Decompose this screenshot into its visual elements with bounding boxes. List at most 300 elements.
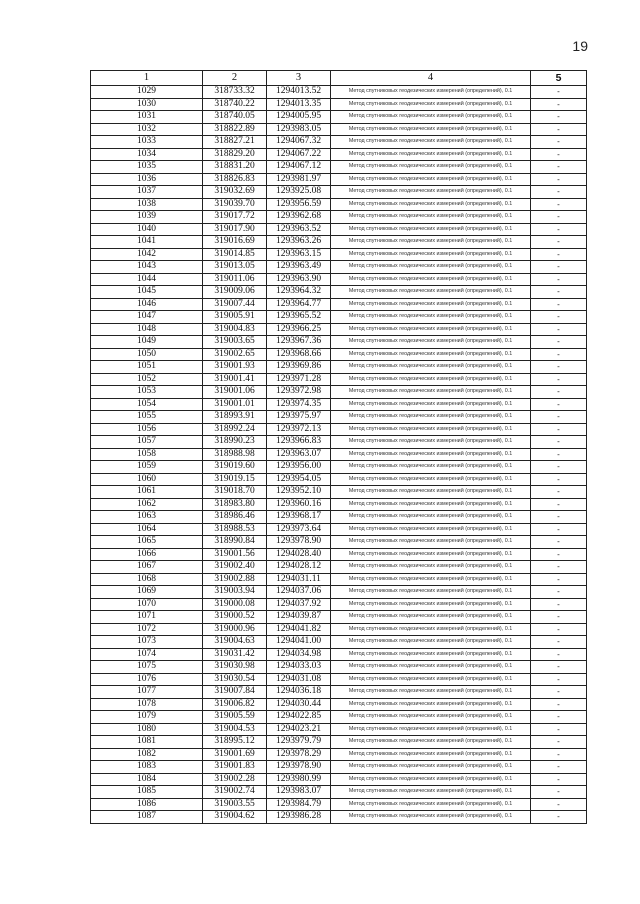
x-coordinate-cell: 318733.32 bbox=[203, 86, 267, 99]
method-cell: Метод спутниковых геодезических измерений (определений), 0.1 bbox=[331, 711, 531, 724]
x-coordinate-cell: 319002.88 bbox=[203, 573, 267, 586]
method-cell: Метод спутниковых геодезических измерений (определений), 0.1 bbox=[331, 286, 531, 299]
y-coordinate-cell: 1293978.90 bbox=[267, 761, 331, 774]
point-number-cell: 1071 bbox=[91, 611, 203, 624]
y-coordinate-cell: 1293986.28 bbox=[267, 811, 331, 824]
method-cell: Метод спутниковых геодезических измерений (определений), 0.1 bbox=[331, 373, 531, 386]
point-number-cell: 1051 bbox=[91, 361, 203, 374]
table-row bbox=[91, 123, 587, 136]
method-cell: Метод спутниковых геодезических измерений (определений), 0.1 bbox=[331, 686, 531, 699]
table-row bbox=[91, 611, 587, 624]
note-cell: - bbox=[531, 273, 587, 286]
x-coordinate-cell: 319005.59 bbox=[203, 711, 267, 724]
point-number-cell: 1079 bbox=[91, 711, 203, 724]
table-row bbox=[91, 261, 587, 274]
point-number-cell: 1037 bbox=[91, 186, 203, 199]
y-coordinate-cell: 1293974.35 bbox=[267, 398, 331, 411]
table-row bbox=[91, 511, 587, 524]
point-number-cell: 1076 bbox=[91, 673, 203, 686]
note-cell: - bbox=[531, 761, 587, 774]
method-cell: Метод спутниковых геодезических измерений (определений), 0.1 bbox=[331, 486, 531, 499]
table-row bbox=[91, 173, 587, 186]
note-cell: - bbox=[531, 561, 587, 574]
y-coordinate-cell: 1293983.05 bbox=[267, 123, 331, 136]
y-coordinate-cell: 1293964.77 bbox=[267, 298, 331, 311]
note-cell: - bbox=[531, 698, 587, 711]
point-number-cell: 1040 bbox=[91, 223, 203, 236]
method-cell: Метод спутниковых геодезических измерений (определений), 0.1 bbox=[331, 773, 531, 786]
point-number-cell: 1074 bbox=[91, 648, 203, 661]
y-coordinate-cell: 1293979.79 bbox=[267, 736, 331, 749]
point-number-cell: 1065 bbox=[91, 536, 203, 549]
y-coordinate-cell: 1294033.03 bbox=[267, 661, 331, 674]
y-coordinate-cell: 1293956.59 bbox=[267, 198, 331, 211]
point-number-cell: 1057 bbox=[91, 436, 203, 449]
method-cell: Метод спутниковых геодезических измерений (определений), 0.1 bbox=[331, 161, 531, 174]
table-row bbox=[91, 523, 587, 536]
x-coordinate-cell: 319017.72 bbox=[203, 211, 267, 224]
point-number-cell: 1084 bbox=[91, 773, 203, 786]
note-cell: - bbox=[531, 661, 587, 674]
y-coordinate-cell: 1294067.22 bbox=[267, 148, 331, 161]
y-coordinate-cell: 1293925.08 bbox=[267, 186, 331, 199]
point-number-cell: 1067 bbox=[91, 561, 203, 574]
y-coordinate-cell: 1293975.97 bbox=[267, 411, 331, 424]
table-row bbox=[91, 136, 587, 149]
note-cell: - bbox=[531, 811, 587, 824]
method-cell: Метод спутниковых геодезических измерений (определений), 0.1 bbox=[331, 111, 531, 124]
y-coordinate-cell: 1294030.44 bbox=[267, 698, 331, 711]
x-coordinate-cell: 319004.83 bbox=[203, 323, 267, 336]
method-cell: Метод спутниковых геодезических измерений (определений), 0.1 bbox=[331, 136, 531, 149]
table-row bbox=[91, 148, 587, 161]
table-row bbox=[91, 548, 587, 561]
x-coordinate-cell: 319004.62 bbox=[203, 811, 267, 824]
note-cell: - bbox=[531, 723, 587, 736]
point-number-cell: 1063 bbox=[91, 511, 203, 524]
note-cell: - bbox=[531, 436, 587, 449]
note-cell: - bbox=[531, 361, 587, 374]
y-coordinate-cell: 1294022.85 bbox=[267, 711, 331, 724]
x-coordinate-cell: 319000.08 bbox=[203, 598, 267, 611]
y-coordinate-cell: 1293963.07 bbox=[267, 448, 331, 461]
y-coordinate-cell: 1293966.25 bbox=[267, 323, 331, 336]
point-number-cell: 1072 bbox=[91, 623, 203, 636]
point-number-cell: 1064 bbox=[91, 523, 203, 536]
method-cell: Метод спутниковых геодезических измерений (определений), 0.1 bbox=[331, 323, 531, 336]
note-cell: - bbox=[531, 636, 587, 649]
table-row bbox=[91, 111, 587, 124]
y-coordinate-cell: 1293956.00 bbox=[267, 461, 331, 474]
x-coordinate-cell: 319002.28 bbox=[203, 773, 267, 786]
x-coordinate-cell: 319004.63 bbox=[203, 636, 267, 649]
point-number-cell: 1058 bbox=[91, 448, 203, 461]
method-cell: Метод спутниковых геодезических измерений (определений), 0.1 bbox=[331, 598, 531, 611]
method-cell: Метод спутниковых геодезических измерений (определений), 0.1 bbox=[331, 798, 531, 811]
x-coordinate-cell: 319004.53 bbox=[203, 723, 267, 736]
x-coordinate-cell: 318988.98 bbox=[203, 448, 267, 461]
point-number-cell: 1068 bbox=[91, 573, 203, 586]
x-coordinate-cell: 319019.15 bbox=[203, 473, 267, 486]
note-cell: - bbox=[531, 598, 587, 611]
x-coordinate-cell: 319003.94 bbox=[203, 586, 267, 599]
point-number-cell: 1080 bbox=[91, 723, 203, 736]
x-coordinate-cell: 318993.91 bbox=[203, 411, 267, 424]
note-cell: - bbox=[531, 398, 587, 411]
x-coordinate-cell: 318831.20 bbox=[203, 161, 267, 174]
x-coordinate-cell: 319011.06 bbox=[203, 273, 267, 286]
point-number-cell: 1042 bbox=[91, 248, 203, 261]
x-coordinate-cell: 319001.69 bbox=[203, 748, 267, 761]
column-header-5: 5 bbox=[531, 71, 587, 86]
method-cell: Метод спутниковых геодезических измерений (определений), 0.1 bbox=[331, 386, 531, 399]
point-number-cell: 1047 bbox=[91, 311, 203, 324]
note-cell: - bbox=[531, 123, 587, 136]
x-coordinate-cell: 319002.40 bbox=[203, 561, 267, 574]
x-coordinate-cell: 318990.23 bbox=[203, 436, 267, 449]
table-header-row bbox=[91, 71, 587, 86]
table-row bbox=[91, 411, 587, 424]
table-row bbox=[91, 211, 587, 224]
method-cell: Метод спутниковых геодезических измерений (определений), 0.1 bbox=[331, 698, 531, 711]
y-coordinate-cell: 1294036.18 bbox=[267, 686, 331, 699]
x-coordinate-cell: 319002.65 bbox=[203, 348, 267, 361]
table-row bbox=[91, 536, 587, 549]
note-cell: - bbox=[531, 461, 587, 474]
x-coordinate-cell: 319009.06 bbox=[203, 286, 267, 299]
table-row bbox=[91, 311, 587, 324]
point-number-cell: 1031 bbox=[91, 111, 203, 124]
table-row bbox=[91, 761, 587, 774]
x-coordinate-cell: 319005.91 bbox=[203, 311, 267, 324]
table-row bbox=[91, 298, 587, 311]
note-cell: - bbox=[531, 86, 587, 99]
note-cell: - bbox=[531, 248, 587, 261]
note-cell: - bbox=[531, 586, 587, 599]
y-coordinate-cell: 1294005.95 bbox=[267, 111, 331, 124]
y-coordinate-cell: 1293972.13 bbox=[267, 423, 331, 436]
y-coordinate-cell: 1294037.06 bbox=[267, 586, 331, 599]
point-number-cell: 1049 bbox=[91, 336, 203, 349]
table-row bbox=[91, 348, 587, 361]
table-row bbox=[91, 186, 587, 199]
note-cell: - bbox=[531, 511, 587, 524]
table-row bbox=[91, 448, 587, 461]
table-row bbox=[91, 748, 587, 761]
x-coordinate-cell: 319001.01 bbox=[203, 398, 267, 411]
note-cell: - bbox=[531, 111, 587, 124]
table-row bbox=[91, 473, 587, 486]
point-number-cell: 1073 bbox=[91, 636, 203, 649]
y-coordinate-cell: 1294031.08 bbox=[267, 673, 331, 686]
x-coordinate-cell: 319001.06 bbox=[203, 386, 267, 399]
y-coordinate-cell: 1294028.12 bbox=[267, 561, 331, 574]
x-coordinate-cell: 319017.90 bbox=[203, 223, 267, 236]
x-coordinate-cell: 318983.80 bbox=[203, 498, 267, 511]
note-cell: - bbox=[531, 323, 587, 336]
method-cell: Метод спутниковых геодезических измерений (определений), 0.1 bbox=[331, 423, 531, 436]
x-coordinate-cell: 318986.46 bbox=[203, 511, 267, 524]
method-cell: Метод спутниковых геодезических измерений (определений), 0.1 bbox=[331, 248, 531, 261]
method-cell: Метод спутниковых геодезических измерений (определений), 0.1 bbox=[331, 648, 531, 661]
point-number-cell: 1033 bbox=[91, 136, 203, 149]
note-cell: - bbox=[531, 786, 587, 799]
point-number-cell: 1044 bbox=[91, 273, 203, 286]
point-number-cell: 1087 bbox=[91, 811, 203, 824]
note-cell: - bbox=[531, 348, 587, 361]
note-cell: - bbox=[531, 211, 587, 224]
table-row bbox=[91, 386, 587, 399]
table-row bbox=[91, 98, 587, 111]
method-cell: Метод спутниковых геодезических измерений (определений), 0.1 bbox=[331, 261, 531, 274]
method-cell: Метод спутниковых геодезических измерений (определений), 0.1 bbox=[331, 636, 531, 649]
method-cell: Метод спутниковых геодезических измерений (определений), 0.1 bbox=[331, 336, 531, 349]
method-cell: Метод спутниковых геодезических измерений (определений), 0.1 bbox=[331, 673, 531, 686]
y-coordinate-cell: 1294039.87 bbox=[267, 611, 331, 624]
method-cell: Метод спутниковых геодезических измерений (определений), 0.1 bbox=[331, 186, 531, 199]
point-number-cell: 1054 bbox=[91, 398, 203, 411]
y-coordinate-cell: 1293965.52 bbox=[267, 311, 331, 324]
y-coordinate-cell: 1293981.97 bbox=[267, 173, 331, 186]
method-cell: Метод спутниковых геодезических измерений (определений), 0.1 bbox=[331, 786, 531, 799]
table-row bbox=[91, 336, 587, 349]
column-header-2: 2 bbox=[203, 71, 267, 86]
point-number-cell: 1070 bbox=[91, 598, 203, 611]
note-cell: - bbox=[531, 748, 587, 761]
note-cell: - bbox=[531, 223, 587, 236]
y-coordinate-cell: 1294037.92 bbox=[267, 598, 331, 611]
table-row bbox=[91, 648, 587, 661]
point-number-cell: 1029 bbox=[91, 86, 203, 99]
note-cell: - bbox=[531, 136, 587, 149]
table-row bbox=[91, 723, 587, 736]
note-cell: - bbox=[531, 648, 587, 661]
note-cell: - bbox=[531, 498, 587, 511]
y-coordinate-cell: 1293962.68 bbox=[267, 211, 331, 224]
point-number-cell: 1039 bbox=[91, 211, 203, 224]
point-number-cell: 1061 bbox=[91, 486, 203, 499]
y-coordinate-cell: 1293963.49 bbox=[267, 261, 331, 274]
note-cell: - bbox=[531, 773, 587, 786]
x-coordinate-cell: 319039.70 bbox=[203, 198, 267, 211]
x-coordinate-cell: 318829.20 bbox=[203, 148, 267, 161]
method-cell: Метод спутниковых геодезических измерений (определений), 0.1 bbox=[331, 548, 531, 561]
y-coordinate-cell: 1293969.86 bbox=[267, 361, 331, 374]
x-coordinate-cell: 319013.05 bbox=[203, 261, 267, 274]
y-coordinate-cell: 1294041.00 bbox=[267, 636, 331, 649]
y-coordinate-cell: 1293978.29 bbox=[267, 748, 331, 761]
point-number-cell: 1078 bbox=[91, 698, 203, 711]
x-coordinate-cell: 318826.83 bbox=[203, 173, 267, 186]
table-row bbox=[91, 273, 587, 286]
x-coordinate-cell: 319002.74 bbox=[203, 786, 267, 799]
note-cell: - bbox=[531, 198, 587, 211]
x-coordinate-cell: 319032.69 bbox=[203, 186, 267, 199]
y-coordinate-cell: 1293973.64 bbox=[267, 523, 331, 536]
note-cell: - bbox=[531, 448, 587, 461]
method-cell: Метод спутниковых геодезических измерений (определений), 0.1 bbox=[331, 398, 531, 411]
method-cell: Метод спутниковых геодезических измерений (определений), 0.1 bbox=[331, 473, 531, 486]
x-coordinate-cell: 319003.65 bbox=[203, 336, 267, 349]
x-coordinate-cell: 319019.60 bbox=[203, 461, 267, 474]
table-row bbox=[91, 236, 587, 249]
method-cell: Метод спутниковых геодезических измерений (определений), 0.1 bbox=[331, 223, 531, 236]
point-number-cell: 1032 bbox=[91, 123, 203, 136]
table-row bbox=[91, 673, 587, 686]
y-coordinate-cell: 1293967.36 bbox=[267, 336, 331, 349]
table-row bbox=[91, 498, 587, 511]
table-row bbox=[91, 636, 587, 649]
point-number-cell: 1034 bbox=[91, 148, 203, 161]
x-coordinate-cell: 319000.96 bbox=[203, 623, 267, 636]
coordinates-table bbox=[90, 70, 587, 824]
table-row bbox=[91, 736, 587, 749]
table-row bbox=[91, 161, 587, 174]
note-cell: - bbox=[531, 573, 587, 586]
point-number-cell: 1055 bbox=[91, 411, 203, 424]
point-number-cell: 1086 bbox=[91, 798, 203, 811]
method-cell: Метод спутниковых геодезических измерений (определений), 0.1 bbox=[331, 623, 531, 636]
table-row bbox=[91, 586, 587, 599]
table-row bbox=[91, 598, 587, 611]
table-row bbox=[91, 86, 587, 99]
y-coordinate-cell: 1293963.90 bbox=[267, 273, 331, 286]
column-header-1: 1 bbox=[91, 71, 203, 86]
point-number-cell: 1038 bbox=[91, 198, 203, 211]
note-cell: - bbox=[531, 236, 587, 249]
note-cell: - bbox=[531, 161, 587, 174]
note-cell: - bbox=[531, 536, 587, 549]
note-cell: - bbox=[531, 298, 587, 311]
method-cell: Метод спутниковых геодезических измерений (определений), 0.1 bbox=[331, 411, 531, 424]
note-cell: - bbox=[531, 711, 587, 724]
note-cell: - bbox=[531, 148, 587, 161]
table-row bbox=[91, 686, 587, 699]
y-coordinate-cell: 1294034.98 bbox=[267, 648, 331, 661]
table-row bbox=[91, 436, 587, 449]
note-cell: - bbox=[531, 686, 587, 699]
method-cell: Метод спутниковых геодезических измерений (определений), 0.1 bbox=[331, 361, 531, 374]
table-row bbox=[91, 773, 587, 786]
table-row bbox=[91, 786, 587, 799]
y-coordinate-cell: 1293954.05 bbox=[267, 473, 331, 486]
point-number-cell: 1066 bbox=[91, 548, 203, 561]
note-cell: - bbox=[531, 373, 587, 386]
table-row bbox=[91, 398, 587, 411]
method-cell: Метод спутниковых геодезических измерений (определений), 0.1 bbox=[331, 348, 531, 361]
method-cell: Метод спутниковых геодезических измерений (определений), 0.1 bbox=[331, 736, 531, 749]
note-cell: - bbox=[531, 673, 587, 686]
method-cell: Метод спутниковых геодезических измерений (определений), 0.1 bbox=[331, 298, 531, 311]
point-number-cell: 1050 bbox=[91, 348, 203, 361]
y-coordinate-cell: 1293984.79 bbox=[267, 798, 331, 811]
method-cell: Метод спутниковых геодезических измерений (определений), 0.1 bbox=[331, 498, 531, 511]
method-cell: Метод спутниковых геодезических измерений (определений), 0.1 bbox=[331, 561, 531, 574]
point-number-cell: 1045 bbox=[91, 286, 203, 299]
y-coordinate-cell: 1293960.16 bbox=[267, 498, 331, 511]
x-coordinate-cell: 319000.52 bbox=[203, 611, 267, 624]
table-row bbox=[91, 623, 587, 636]
x-coordinate-cell: 319001.93 bbox=[203, 361, 267, 374]
note-cell: - bbox=[531, 98, 587, 111]
x-coordinate-cell: 319001.41 bbox=[203, 373, 267, 386]
method-cell: Метод спутниковых геодезических измерений (определений), 0.1 bbox=[331, 311, 531, 324]
note-cell: - bbox=[531, 736, 587, 749]
table-row bbox=[91, 561, 587, 574]
point-number-cell: 1082 bbox=[91, 748, 203, 761]
y-coordinate-cell: 1294028.40 bbox=[267, 548, 331, 561]
note-cell: - bbox=[531, 623, 587, 636]
note-cell: - bbox=[531, 523, 587, 536]
method-cell: Метод спутниковых геодезических измерений (определений), 0.1 bbox=[331, 436, 531, 449]
method-cell: Метод спутниковых геодезических измерений (определений), 0.1 bbox=[331, 211, 531, 224]
table-row bbox=[91, 223, 587, 236]
y-coordinate-cell: 1293978.90 bbox=[267, 536, 331, 549]
x-coordinate-cell: 319016.69 bbox=[203, 236, 267, 249]
point-number-cell: 1041 bbox=[91, 236, 203, 249]
note-cell: - bbox=[531, 411, 587, 424]
x-coordinate-cell: 318988.53 bbox=[203, 523, 267, 536]
note-cell: - bbox=[531, 423, 587, 436]
x-coordinate-cell: 319018.70 bbox=[203, 486, 267, 499]
point-number-cell: 1059 bbox=[91, 461, 203, 474]
note-cell: - bbox=[531, 336, 587, 349]
y-coordinate-cell: 1293952.10 bbox=[267, 486, 331, 499]
note-cell: - bbox=[531, 611, 587, 624]
x-coordinate-cell: 319030.54 bbox=[203, 673, 267, 686]
table-row bbox=[91, 486, 587, 499]
y-coordinate-cell: 1294041.82 bbox=[267, 623, 331, 636]
note-cell: - bbox=[531, 311, 587, 324]
y-coordinate-cell: 1293963.26 bbox=[267, 236, 331, 249]
point-number-cell: 1053 bbox=[91, 386, 203, 399]
point-number-cell: 1062 bbox=[91, 498, 203, 511]
x-coordinate-cell: 318827.21 bbox=[203, 136, 267, 149]
y-coordinate-cell: 1294013.35 bbox=[267, 98, 331, 111]
point-number-cell: 1077 bbox=[91, 686, 203, 699]
method-cell: Метод спутниковых геодезических измерений (определений), 0.1 bbox=[331, 661, 531, 674]
method-cell: Метод спутниковых геодезических измерений (определений), 0.1 bbox=[331, 173, 531, 186]
x-coordinate-cell: 318990.84 bbox=[203, 536, 267, 549]
y-coordinate-cell: 1293966.83 bbox=[267, 436, 331, 449]
table-row bbox=[91, 798, 587, 811]
x-coordinate-cell: 319007.44 bbox=[203, 298, 267, 311]
table-row bbox=[91, 461, 587, 474]
note-cell: - bbox=[531, 261, 587, 274]
method-cell: Метод спутниковых геодезических измерений (определений), 0.1 bbox=[331, 811, 531, 824]
x-coordinate-cell: 319007.84 bbox=[203, 686, 267, 699]
method-cell: Метод спутниковых геодезических измерений (определений), 0.1 bbox=[331, 523, 531, 536]
point-number-cell: 1085 bbox=[91, 786, 203, 799]
x-coordinate-cell: 319031.42 bbox=[203, 648, 267, 661]
point-number-cell: 1069 bbox=[91, 586, 203, 599]
x-coordinate-cell: 318740.22 bbox=[203, 98, 267, 111]
point-number-cell: 1030 bbox=[91, 98, 203, 111]
x-coordinate-cell: 319006.82 bbox=[203, 698, 267, 711]
method-cell: Метод спутниковых геодезических измерений (определений), 0.1 bbox=[331, 748, 531, 761]
y-coordinate-cell: 1293963.15 bbox=[267, 248, 331, 261]
table-row bbox=[91, 698, 587, 711]
table-row bbox=[91, 711, 587, 724]
x-coordinate-cell: 318822.89 bbox=[203, 123, 267, 136]
method-cell: Метод спутниковых геодезических измерений (определений), 0.1 bbox=[331, 273, 531, 286]
x-coordinate-cell: 319014.85 bbox=[203, 248, 267, 261]
method-cell: Метод спутниковых геодезических измерений (определений), 0.1 bbox=[331, 198, 531, 211]
point-number-cell: 1048 bbox=[91, 323, 203, 336]
method-cell: Метод спутниковых геодезических измерений (определений), 0.1 bbox=[331, 86, 531, 99]
y-coordinate-cell: 1294067.12 bbox=[267, 161, 331, 174]
method-cell: Метод спутниковых геодезических измерений (определений), 0.1 bbox=[331, 611, 531, 624]
